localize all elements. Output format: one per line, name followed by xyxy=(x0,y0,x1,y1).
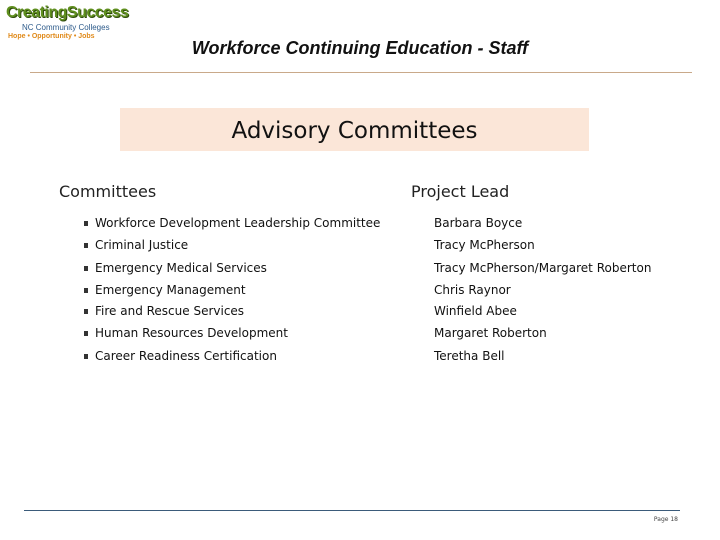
bullet-icon xyxy=(84,266,88,271)
logo-wordmark: CreatingSuccess xyxy=(6,4,129,21)
committee-row xyxy=(0,304,720,322)
committee-name: Criminal Justice xyxy=(95,238,189,252)
bullet-icon xyxy=(84,309,88,314)
project-lead-name: Chris Raynor xyxy=(434,283,511,297)
committees-column-header: Committees xyxy=(59,182,157,201)
bullet-icon xyxy=(84,221,88,226)
committee-name: Career Readiness Certification xyxy=(95,349,277,363)
section-banner xyxy=(120,108,589,151)
project-lead-name: Barbara Boyce xyxy=(434,216,523,230)
title-divider xyxy=(30,72,692,73)
project-lead-column-header: Project Lead xyxy=(411,182,510,201)
committee-row xyxy=(0,326,720,344)
committee-name: Emergency Medical Services xyxy=(95,261,267,275)
section-title: Advisory Committees xyxy=(231,118,478,144)
project-lead-name: Teretha Bell xyxy=(434,349,505,363)
committee-row xyxy=(0,283,720,301)
bullet-icon xyxy=(84,288,88,293)
project-lead-name: Tracy McPherson/Margaret Roberton xyxy=(434,261,652,275)
committee-name: Workforce Development Leadership Committee xyxy=(95,216,381,230)
bullet-icon xyxy=(84,331,88,336)
bullet-icon xyxy=(84,243,88,248)
committee-row xyxy=(0,261,720,279)
committee-name: Human Resources Development xyxy=(95,326,288,340)
page-number: Page 18 xyxy=(653,516,678,523)
project-lead-name: Margaret Roberton xyxy=(434,326,547,340)
bullet-icon xyxy=(84,354,88,359)
logo-tagline: Hope • Opportunity • Jobs xyxy=(8,33,95,40)
project-lead-name: Winfield Abee xyxy=(434,304,517,318)
committee-name: Fire and Rescue Services xyxy=(95,304,245,318)
footer-divider xyxy=(24,510,680,511)
committee-row xyxy=(0,349,720,367)
committee-name: Emergency Management xyxy=(95,283,246,297)
project-lead-name: Tracy McPherson xyxy=(434,238,535,252)
committee-row xyxy=(0,238,720,256)
slide-title: Workforce Continuing Education - Staff xyxy=(191,38,529,58)
logo-subtitle: NC Community Colleges xyxy=(22,23,110,32)
committee-row xyxy=(0,216,720,234)
